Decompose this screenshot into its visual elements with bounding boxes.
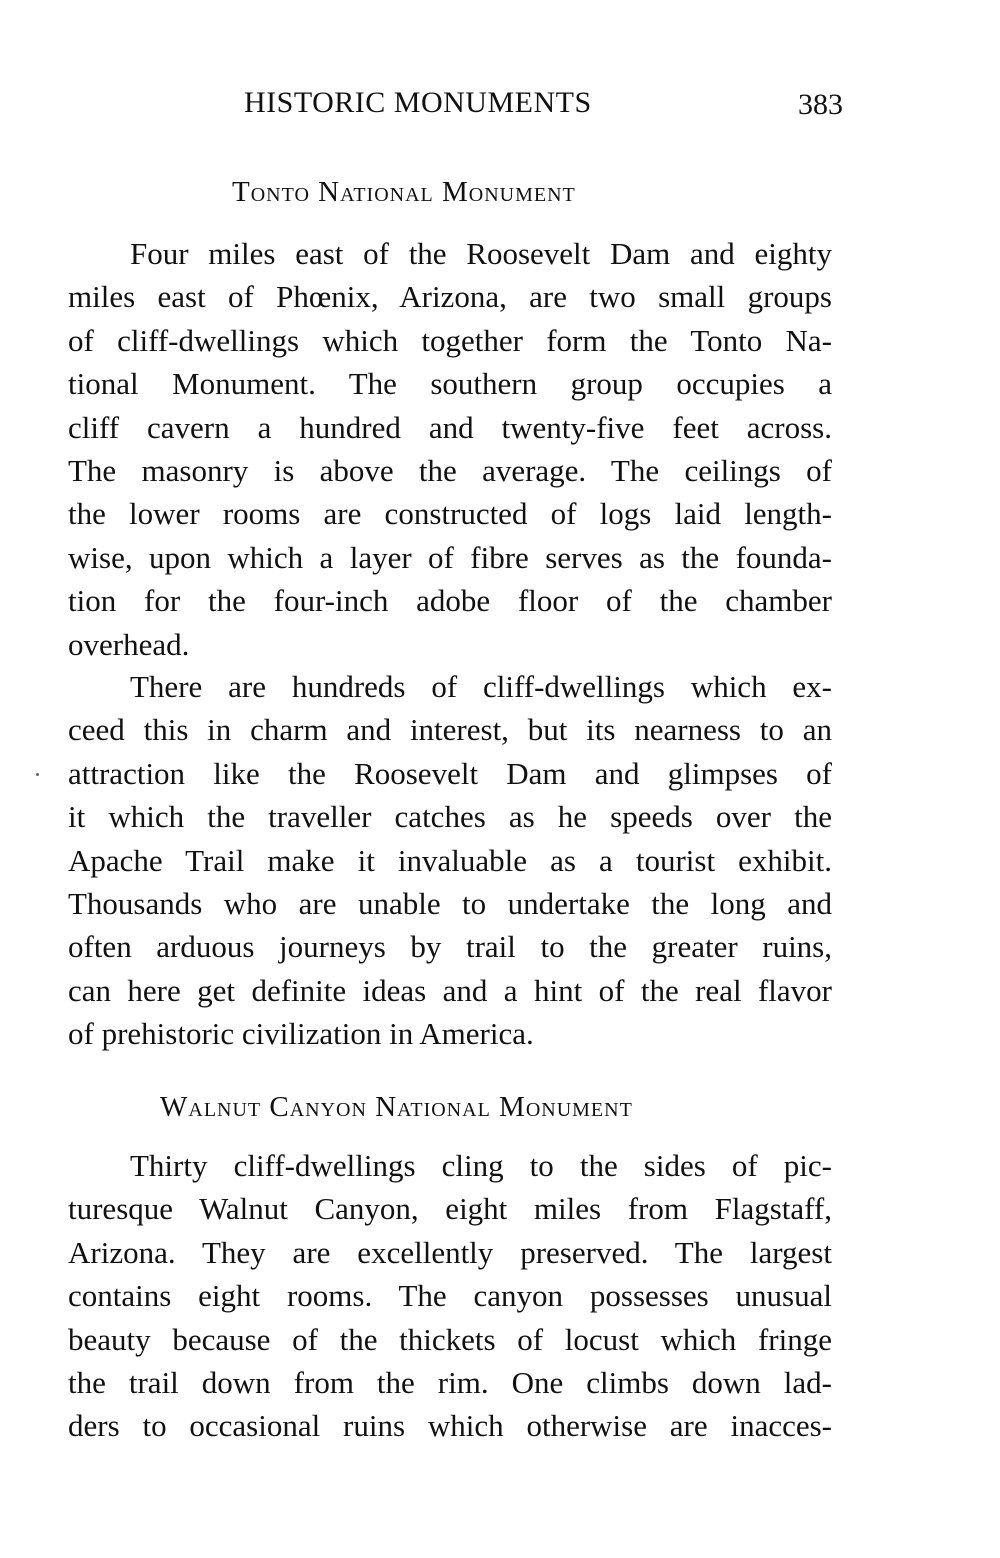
- text-line: overhead.: [68, 626, 190, 662]
- running-title: HISTORIC MONUMENTS: [244, 86, 592, 119]
- text-line: contains eight rooms. The canyon possesses unusual: [68, 1278, 832, 1314]
- text-line: the lower rooms are constructed of logs laid length-: [68, 496, 832, 532]
- text-line: it which the traveller catches as he speeds over the: [68, 799, 832, 835]
- text-line: the trail down from the rim. One climbs down lad-: [68, 1365, 832, 1400]
- page-number: 383: [798, 88, 843, 121]
- section-heading-walnut: Walnut Canyon National Monument: [160, 1091, 633, 1123]
- text-line: Arizona. They are excellently preserved. The largest: [68, 1234, 832, 1270]
- text-line: tional Monument. The southern group occupies a: [68, 366, 832, 402]
- text-line: There are hundreds of cliff-dwellings which ex-: [130, 669, 832, 704]
- text-line: Thousands who are unable to undertake the long and: [68, 886, 832, 921]
- text-line: ceed this in charm and interest, but its nearness to an: [68, 712, 832, 748]
- text-line: wise, upon which a layer of fibre serves as the founda-: [68, 539, 832, 575]
- text-line: ders to occasional ruins which otherwise are inacces-: [68, 1408, 832, 1444]
- text-line: miles east of Phœnix, Arizona, are two small groups: [68, 279, 832, 315]
- text-line: attraction like the Roosevelt Dam and glimpses of: [68, 755, 832, 791]
- scan-speck: [36, 773, 39, 776]
- text-line: cliff cavern a hundred and twenty-five feet across.: [68, 409, 832, 445]
- text-line: tion for the four-inch adobe floor of the chamber: [68, 583, 832, 619]
- text-line: can here get definite ideas and a hint of the real flavor: [68, 972, 832, 1008]
- text-line: Thirty cliff-dwellings cling to the sides of pic-: [130, 1148, 832, 1183]
- text-line: The masonry is above the average. The ceilings of: [68, 453, 832, 488]
- text-line: beauty because of the thickets of locust which fringe: [68, 1321, 832, 1357]
- text-line: of cliff-dwellings which together form the Tonto Na-: [68, 322, 832, 358]
- text-line: of prehistoric civilization in America.: [68, 1016, 534, 1052]
- text-line: often arduous journeys by trail to the greater ruins,: [68, 929, 832, 965]
- section-heading-tonto: Tonto National Monument: [232, 176, 576, 208]
- text-line: Four miles east of the Roosevelt Dam and eighty: [130, 236, 832, 271]
- text-line: turesque Walnut Canyon, eight miles from Flagstaff,: [68, 1191, 832, 1227]
- text-line: Apache Trail make it invaluable as a tourist exhibit.: [68, 842, 832, 878]
